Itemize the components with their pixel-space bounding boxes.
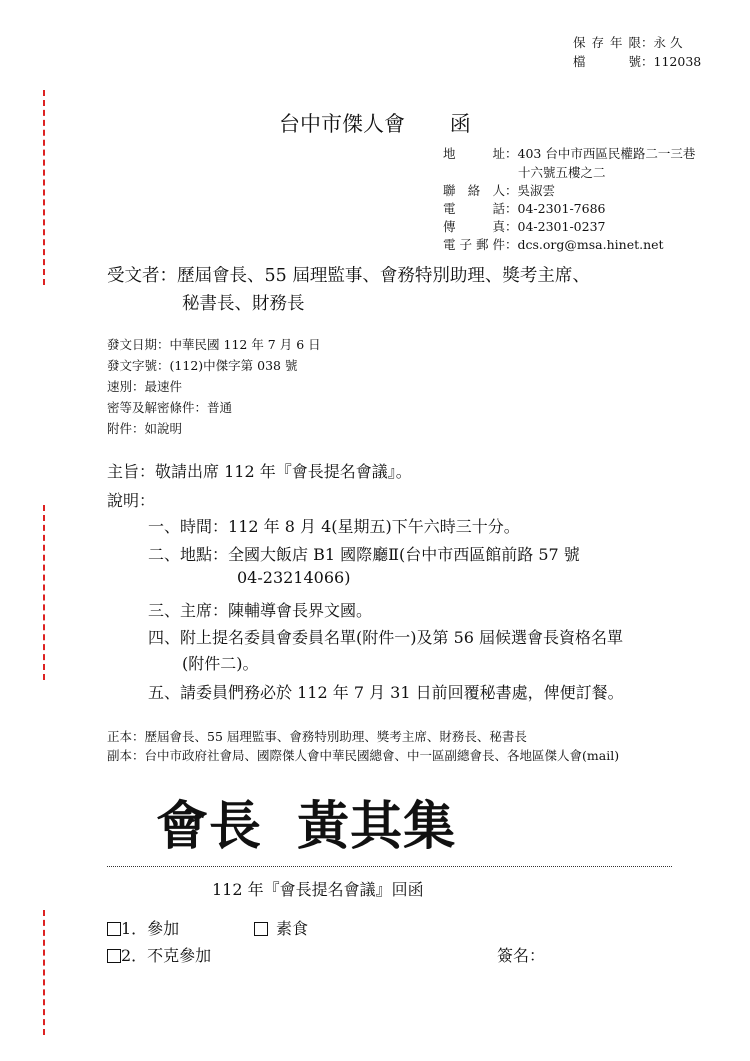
reply-option-vegetarian[interactable]: 素食 bbox=[254, 916, 308, 939]
doc-date: 發文日期：中華民國 112 年 7 月 6 日 bbox=[107, 337, 321, 352]
explanation-item-4-line2: (附件二)。 bbox=[182, 654, 259, 673]
retention-value: 永 久 bbox=[653, 35, 683, 50]
doc-attachment: 附件：如說明 bbox=[107, 421, 183, 436]
file-value: 112038 bbox=[653, 54, 702, 69]
sender-address-line2: 十六號五樓之二 bbox=[518, 165, 606, 180]
org-name: 台中市傑人會 bbox=[279, 112, 405, 136]
recipient-line2: 秘書長、財務長 bbox=[182, 294, 305, 314]
doc-security: 密等及解密條件：普通 bbox=[107, 400, 233, 415]
retention-period: 保存年限：永 久 bbox=[573, 35, 683, 50]
reply-title: 112 年『會長提名會議』回函 bbox=[212, 880, 424, 899]
sender-phone: 電 話：04-2301-7686 bbox=[443, 201, 606, 216]
explanation-item-5: 五、請委員們務必於 112 年 7 月 31 日前回覆秘書處，俾便訂餐。 bbox=[148, 683, 624, 702]
file-label: 檔 號 bbox=[573, 54, 641, 69]
explanation-item-3: 三、主席：陳輔導會長界文國。 bbox=[148, 601, 373, 620]
recipient-line1: 歷屆會長、55 屆理監事、會務特別助理、獎考主席、 bbox=[177, 266, 590, 286]
sender-email: 電子郵件：dcs.org@msa.hinet.net bbox=[443, 237, 664, 252]
margin-mark-middle bbox=[43, 505, 45, 680]
doc-number: 發文字號：(112)中傑字第 038 號 bbox=[107, 358, 298, 373]
explanation-label: 說明： bbox=[107, 491, 156, 510]
sender-fax: 傳 真：04-2301-0237 bbox=[443, 219, 606, 234]
separator-line bbox=[107, 866, 672, 867]
signature-name: 黃其集 bbox=[297, 797, 457, 857]
explanation-item-2-line2: 04-23214066) bbox=[237, 568, 351, 587]
sender-address: 地 址：403 台中市西區民權路二一三巷 bbox=[443, 146, 696, 161]
attend-checkbox[interactable] bbox=[107, 922, 121, 936]
explanation-item-2: 二、地點：全國大飯店 B1 國際廳Ⅱ(台中市西區館前路 57 號 bbox=[148, 545, 580, 564]
retention-label: 保存年限 bbox=[573, 35, 641, 50]
decline-checkbox[interactable] bbox=[107, 949, 121, 963]
vegetarian-checkbox[interactable] bbox=[254, 922, 268, 936]
distribution-original: 正本：歷屆會長、55 屆理監事、會務特別助理、獎考主席、財務長、秘書長 bbox=[107, 729, 527, 744]
sender-contact: 聯絡人：吳淑雲 bbox=[443, 183, 556, 198]
doc-type: 函 bbox=[449, 112, 471, 136]
reply-option-decline[interactable]: 2．不克參加 bbox=[107, 943, 211, 966]
signature bbox=[156, 784, 456, 859]
explanation-item-1: 一、時間：112 年 8 月 4(星期五)下午六時三十分。 bbox=[148, 517, 520, 536]
doc-speed: 速別：最速件 bbox=[107, 379, 183, 394]
explanation-item-4: 四、附上提名委員會委員名單(附件一)及第 56 屆候選會長資格名單 bbox=[148, 628, 624, 647]
distribution-copy: 副本：台中市政府社會局、國際傑人會中華民國總會、中一區副總會長、各地區傑人會(mail) bbox=[107, 748, 620, 763]
subject-text: 敬請出席 112 年『會長提名會議』。 bbox=[155, 462, 412, 481]
reply-signature: 簽名： bbox=[497, 946, 546, 965]
signature-title: 會長 bbox=[156, 797, 263, 857]
doc-info bbox=[107, 334, 321, 439]
recipient-label: 受文者 bbox=[107, 266, 160, 286]
subject-label: 主旨 bbox=[107, 462, 140, 481]
subject: 主旨：敬請出席 112 年『會長提名會議』。 bbox=[107, 462, 412, 481]
recipient: 受文者：歷屆會長、55 屆理監事、會務特別助理、獎考主席、 bbox=[107, 266, 590, 286]
file-number: 檔 號：112038 bbox=[573, 54, 702, 69]
margin-mark-top bbox=[43, 90, 45, 285]
reply-option-attend[interactable]: 1．參加 bbox=[107, 916, 179, 939]
margin-mark-bottom bbox=[43, 910, 45, 1035]
document-title bbox=[279, 108, 471, 138]
